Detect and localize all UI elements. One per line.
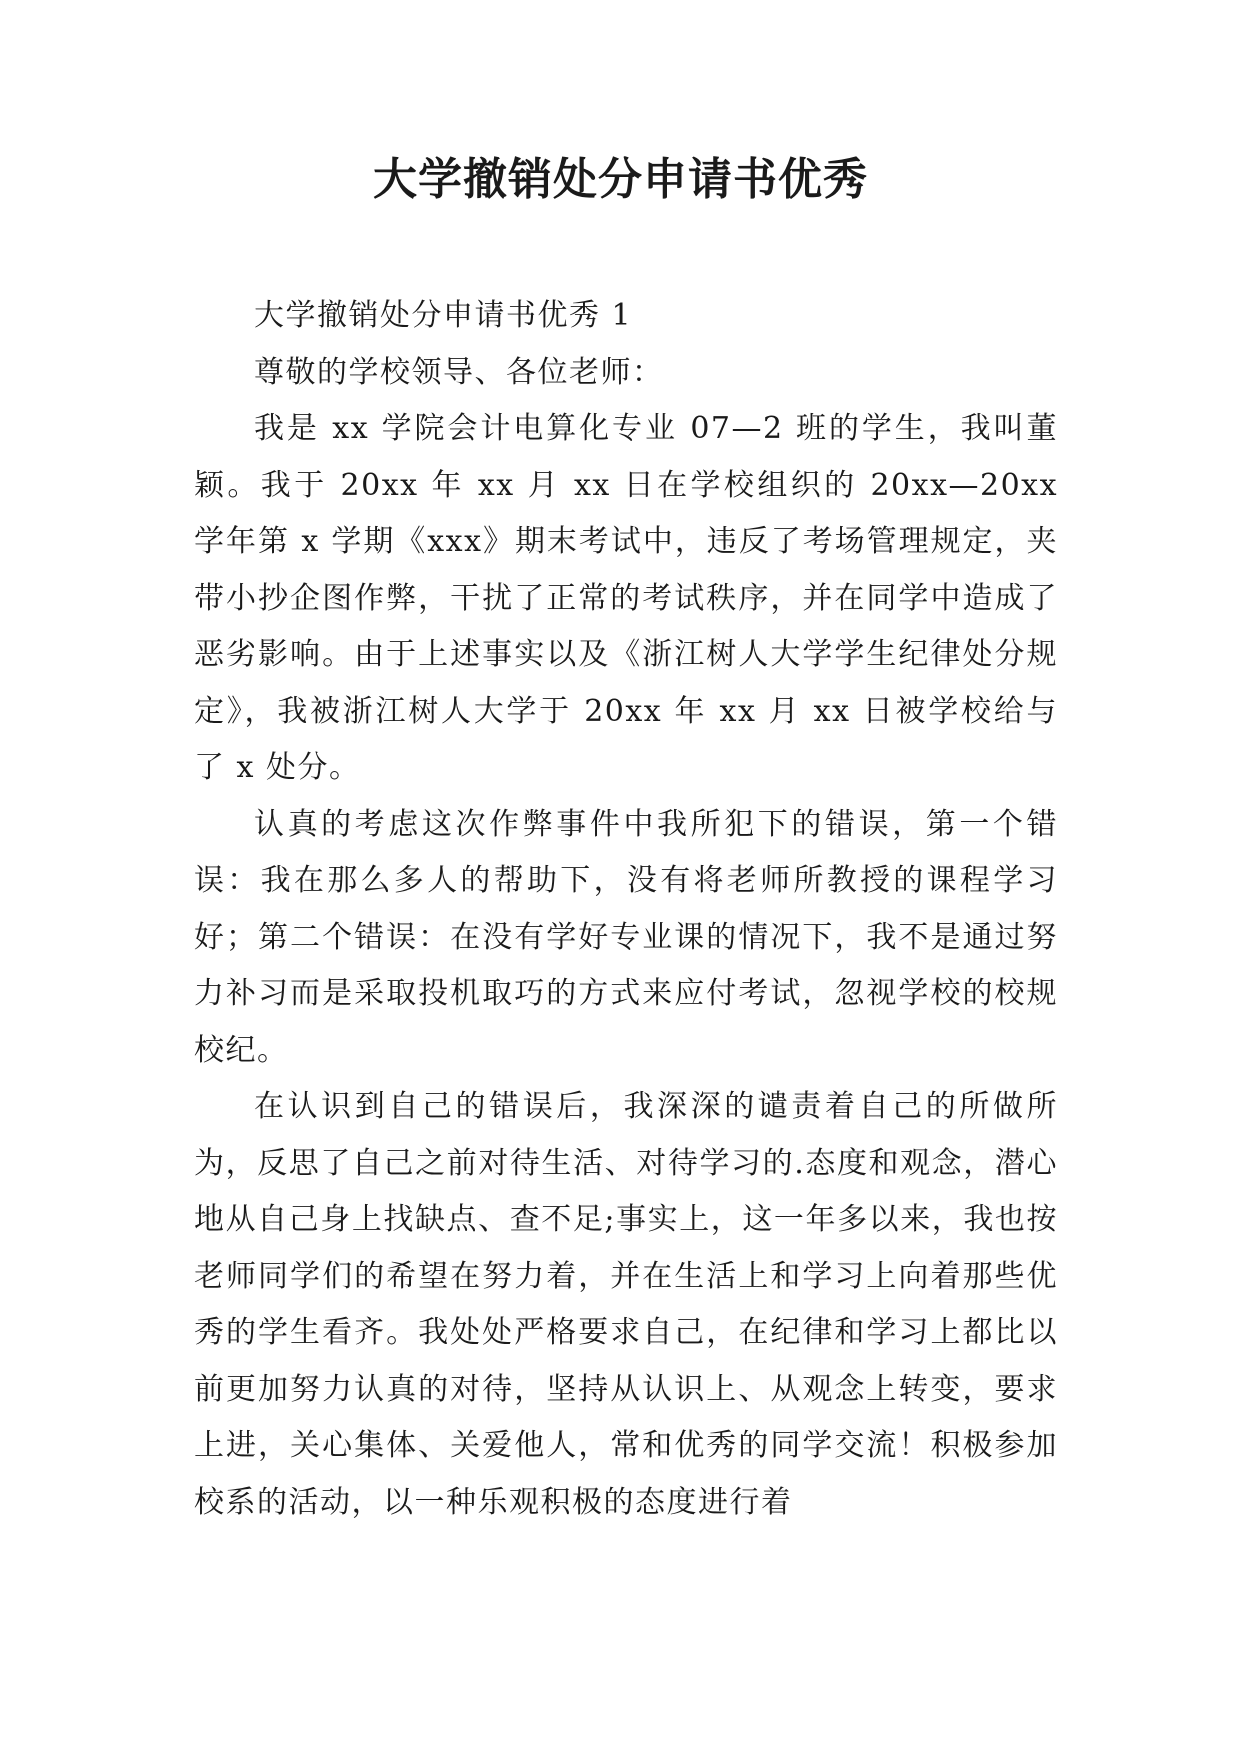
document-title: 大学撤销处分申请书优秀 bbox=[373, 154, 868, 205]
body-paragraph: 我是 xx 学院会计电算化专业 07—2 班的学生，我叫董颖。我于 20xx 年 xx 月 xx 日在学校组织的 20xx—20xx 学年第 x 学期《xxx》期末考试中，违反了考场管理规定，夹带小抄企图作弊，干扰了正常的考试秩序，并在同学中造成了恶劣影响。由于上述事实以及《浙江树人大学学生纪律处分规定》，我被浙江树人大学于 20xx 年 xx 月 xx 日被学校给与了 x 处分。 bbox=[194, 411, 1058, 785]
document-body bbox=[194, 288, 1058, 1531]
body-paragraph: 认真的考虑这次作弊事件中我所犯下的错误，第一个错误：我在那么多人的帮助下，没有将老师所教授的课程学习好；第二个错误：在没有学好专业课的情况下，我不是通过努力补习而是采取投机取巧的方式来应付考试，忽视学校的校规校纪。 bbox=[194, 806, 1058, 1068]
subtitle-paragraph: 大学撤销处分申请书优秀 1 bbox=[254, 298, 633, 333]
salutation-paragraph: 尊敬的学校领导、各位老师： bbox=[254, 354, 664, 390]
body-paragraph: 在认识到自己的错误后，我深深的谴责着自己的所做所为，反思了自己之前对待生活、对待学习的.态度和观念，潜心地从自己身上找缺点、查不足;事实上，这一年多以来，我也按老师同学们的希望在努力着，并在生活上和学习上向着那些优秀的学生看齐。我处处严格要求自己，在纪律和学习上都比以前更加努力认真的对待，坚持从认识上、从观念上转变，要求上进，关心集体、关爱他人，常和优秀的同学交流！积极参加校系的活动，以一种乐观积极的态度进行着 bbox=[194, 1089, 1058, 1520]
